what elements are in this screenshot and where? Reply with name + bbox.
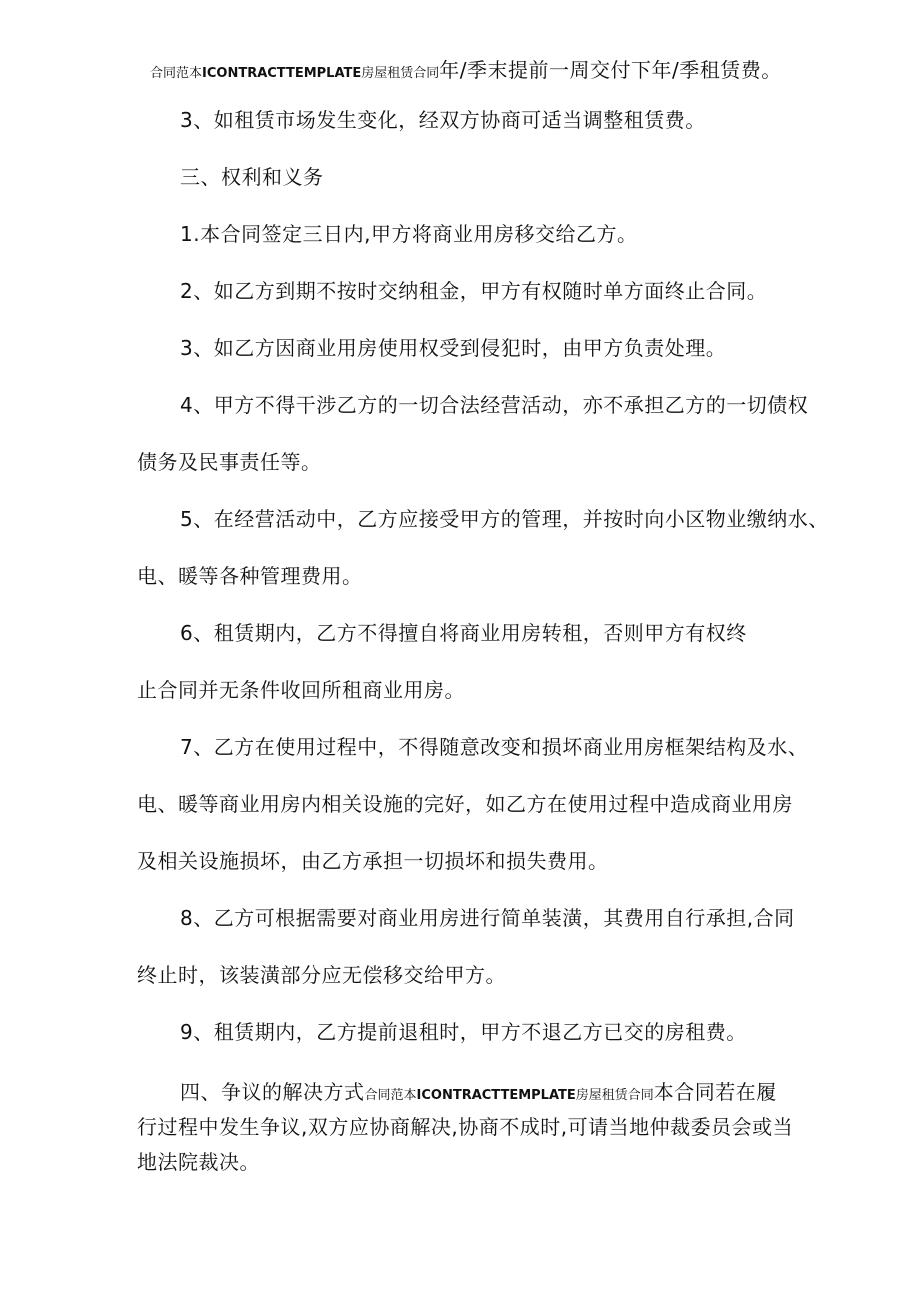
rights-clause-6-line-1: 6、租赁期内，乙方不得擅自将商业用房转租，否则甲方有权终 [180, 621, 747, 645]
rights-clause-4-line-1: 4、甲方不得干涉乙方的一切合法经营活动，亦不承担乙方的一切债权 [180, 393, 809, 417]
rights-clause-5-line-1: 5、在经营活动中，乙方应接受甲方的管理，并按时向小区物业缴纳水、 [180, 507, 829, 531]
rights-clause-4-line-2: 债务及民事责任等。 [137, 450, 322, 474]
header-text: 年/季末提前一周交付下年/季租赁费。 [439, 58, 782, 82]
rights-clause-8-line-1: 8、乙方可根据需要对商业用房进行简单装潢，其费用自行承担,合同 [180, 906, 795, 930]
rights-clause-7-line-2: 电、暖等商业用房内相关设施的完好，如乙方在使用过程中造成商业用房 [137, 792, 793, 816]
rights-clause-3: 3、如乙方因商业用房使用权受到侵犯时，由甲方负责处理。 [180, 336, 727, 360]
rights-clause-7-line-1: 7、乙方在使用过程中，不得随意改变和损坏商业用房框架结构及水、 [180, 735, 809, 759]
header-brand: ICONTRACTTEMPLATE [202, 66, 362, 81]
rights-clause-5-line-2: 电、暖等各种管理费用。 [137, 564, 363, 588]
section-4-suffix: 房屋租赁合同 [575, 1088, 654, 1103]
rights-clause-2: 2、如乙方到期不按时交纳租金，甲方有权随时单方面终止合同。 [180, 279, 768, 303]
rights-clause-1: 1.本合同签定三日内,甲方将商业用房移交给乙方。 [180, 222, 638, 246]
section-4-line-3: 地法院裁决。 [137, 1150, 260, 1174]
section-3-title: 三、权利和义务 [180, 165, 324, 189]
rights-clause-6-line-2: 止合同并无条件收回所租商业用房。 [137, 678, 465, 702]
header-prefix: 合同范本 [150, 66, 203, 81]
clause-3-rent-adjust: 3、如租赁市场发生变化，经双方协商可适当调整租赁费。 [180, 108, 706, 132]
section-4-line-1 [180, 1078, 777, 1110]
section-4-text: 本合同若在履 [653, 1080, 777, 1104]
section-4-brand: ICONTRACTTEMPLATE [416, 1088, 576, 1103]
header-suffix: 房屋租赁合同 [361, 66, 440, 81]
section-4-title: 四、争议的解决方式 [180, 1080, 365, 1104]
rights-clause-9: 9、租赁期内，乙方提前退租时，甲方不退乙方已交的房租费。 [180, 1020, 747, 1044]
rights-clause-8-line-2: 终止时，该装潢部分应无偿移交给甲方。 [137, 963, 506, 987]
section-4-prefix: 合同范本 [364, 1088, 417, 1103]
header-line [150, 56, 782, 88]
rights-clause-7-line-3: 及相关设施损坏，由乙方承担一切损坏和损失费用。 [137, 849, 609, 873]
section-4-line-2: 行过程中发生争议,双方应协商解决,协商不成时,可请当地仲裁委员会或当 [137, 1115, 794, 1139]
